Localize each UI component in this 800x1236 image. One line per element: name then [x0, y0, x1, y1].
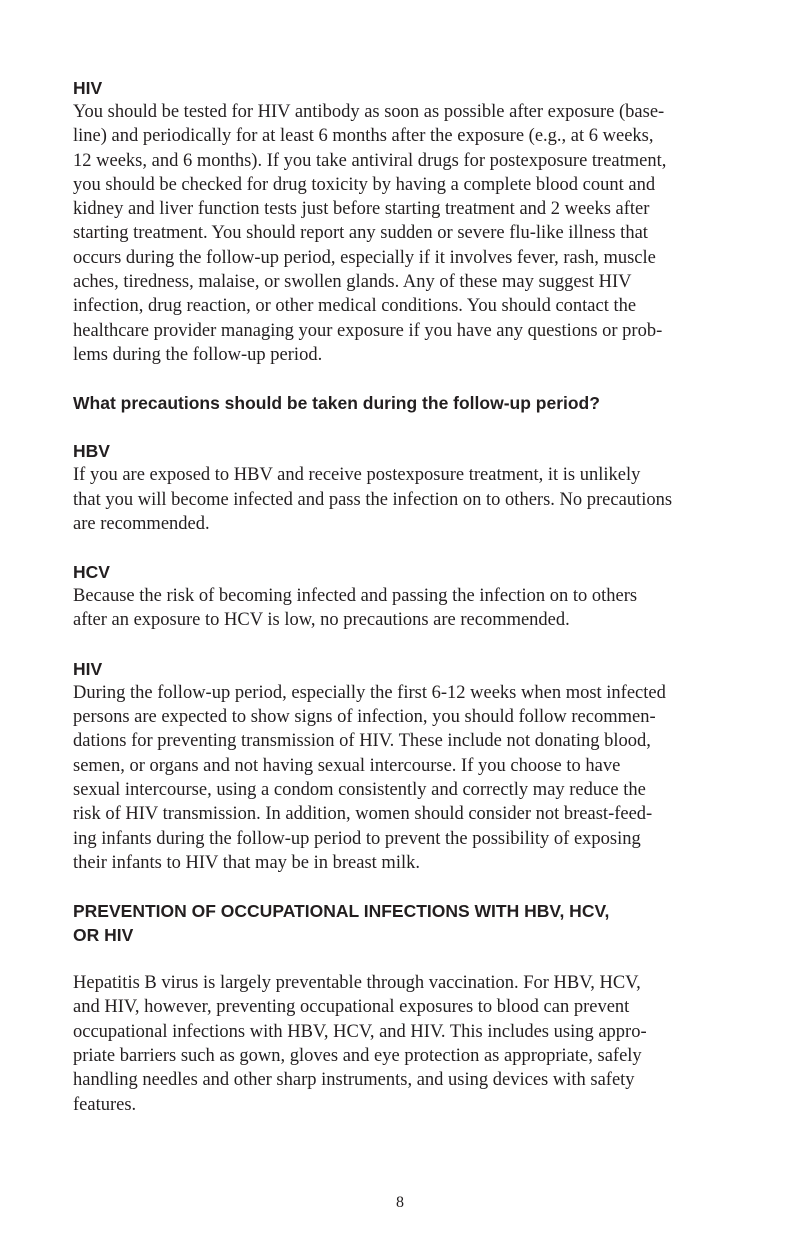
text-line: healthcare provider managing your exposure if you have any questions or prob- — [73, 320, 663, 341]
text-line: starting treatment. You should report any sudden or severe flu-like illness that — [73, 223, 648, 244]
heading-line: OR HIV — [73, 925, 134, 946]
text-line: persons are expected to show signs of infection, you should follow recommen- — [73, 707, 656, 728]
text-line: risk of HIV transmission. In addition, women should consider not breast-feed- — [73, 804, 653, 825]
section-heading-hiv-testing: HIV — [73, 78, 103, 98]
hiv-testing-paragraph — [73, 100, 733, 367]
prevention-paragraph — [73, 971, 733, 1117]
text-line: semen, or organs and not having sexual intercourse. If you choose to have — [73, 755, 621, 776]
text-line: 12 weeks, and 6 months). If you take antiviral drugs for postexposure treatment, — [73, 150, 667, 171]
page-number: 8 — [396, 1194, 404, 1211]
text-line: occupational infections with HBV, HCV, and HIV. This includes using appro- — [73, 1021, 647, 1042]
section-heading-hbv: HBV — [73, 441, 110, 462]
text-line: aches, tiredness, malaise, or swollen glands. Any of these may suggest HIV — [73, 272, 632, 293]
text-line: occurs during the follow-up period, especially if it involves fever, rash, muscle — [73, 247, 656, 268]
hiv-precautions-paragraph — [73, 681, 733, 875]
document-page — [73, 76, 733, 1117]
hbv-paragraph — [73, 463, 733, 536]
text-line: features. — [73, 1094, 137, 1115]
hcv-paragraph — [73, 584, 733, 633]
text-line: lems during the follow-up period. — [73, 344, 323, 365]
text-line: that you will become infected and pass the infection on to others. No precautions — [73, 489, 673, 510]
text-line: infection, drug reaction, or other medical conditions. You should contact the — [73, 296, 637, 317]
text-line: dations for preventing transmission of HIV. These include not donating blood, — [73, 731, 651, 752]
text-line: During the follow-up period, especially the first 6-12 weeks when most infected — [73, 682, 666, 703]
text-line: Because the risk of becoming infected and passing the infection on to others — [73, 586, 638, 607]
section-heading-hcv: HCV — [73, 562, 110, 583]
text-line: priate barriers such as gown, gloves and eye protection as appropriate, safely — [73, 1046, 642, 1067]
text-line: after an exposure to HCV is low, no precautions are recommended. — [73, 610, 570, 631]
text-line: You should be tested for HIV antibody as soon as possible after exposure (base- — [73, 102, 665, 122]
text-line: you should be checked for drug toxicity by having a complete blood count and — [73, 174, 656, 195]
text-line: are recommended. — [73, 513, 210, 534]
text-line: kidney and liver function tests just before starting treatment and 2 weeks after — [73, 199, 650, 220]
text-line: ing infants during the follow-up period to prevent the possibility of exposing — [73, 828, 641, 849]
prevention-heading — [73, 899, 733, 947]
heading-line: PREVENTION OF OCCUPATIONAL INFECTIONS WITH HBV, HCV, — [73, 901, 610, 922]
text-line: handling needles and other sharp instruments, and using devices with safety — [73, 1070, 635, 1091]
text-line: If you are exposed to HBV and receive postexposure treatment, it is unlikely — [73, 465, 641, 486]
section-heading-hiv-precautions: HIV — [73, 658, 103, 679]
text-line: line) and periodically for at least 6 months after the exposure (e.g., at 6 weeks, — [73, 126, 654, 147]
question-heading: What precautions should be taken during the follow-up period? — [73, 393, 600, 414]
text-line: their infants to HIV that may be in breast milk. — [73, 852, 420, 873]
text-line: sexual intercourse, using a condom consistently and correctly may reduce the — [73, 779, 646, 800]
text-line: and HIV, however, preventing occupational exposures to blood can prevent — [73, 997, 630, 1018]
text-line: Hepatitis B virus is largely preventable through vaccination. For HBV, HCV, — [73, 973, 641, 994]
